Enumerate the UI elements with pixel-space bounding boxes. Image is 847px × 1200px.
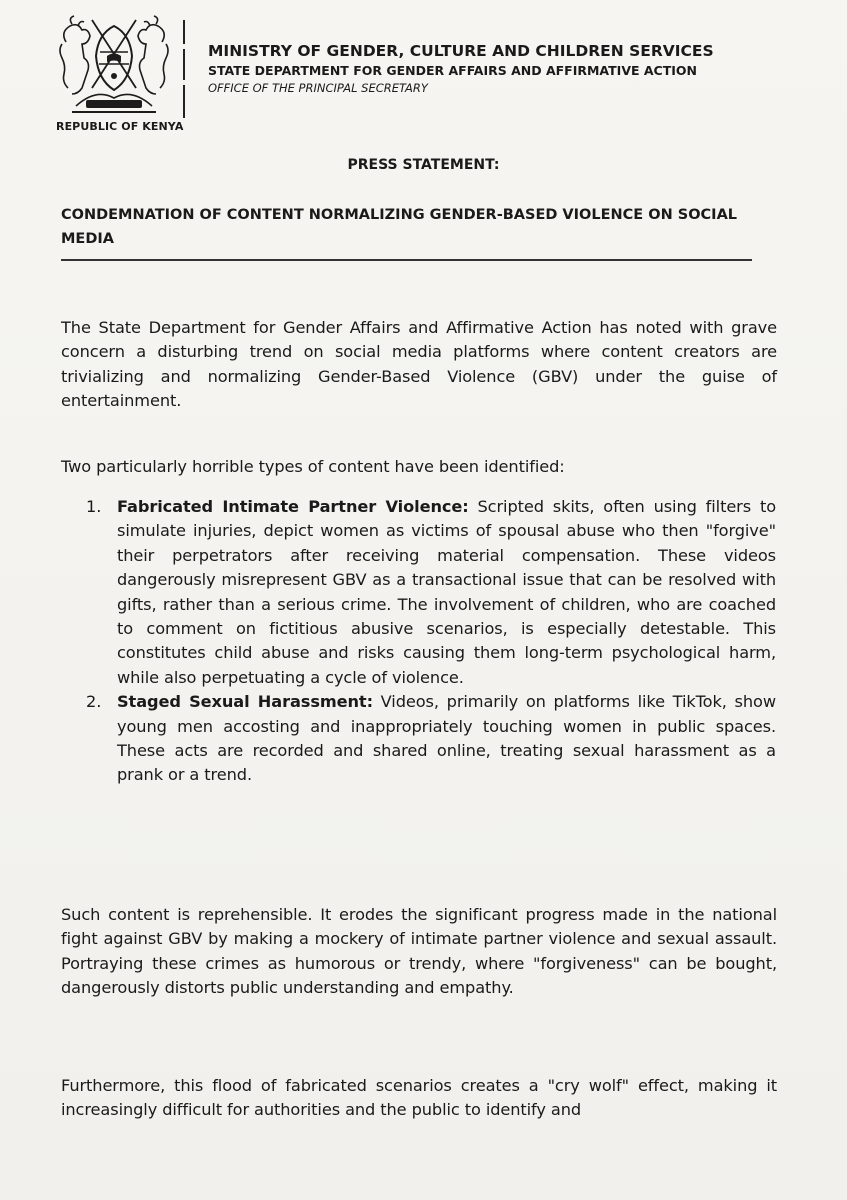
list-item <box>80 690 776 788</box>
paragraph-cry-wolf: Furthermore, this flood of fabricated scenarios creates a "cry wolf" effect, making it increasingly difficult for authorities and the public to identify and <box>61 1076 777 1120</box>
header-divider <box>183 20 185 118</box>
content-types-list <box>80 495 776 788</box>
ministry-name: MINISTRY OF GENDER, CULTURE AND CHILDREN SERVICES <box>208 42 714 60</box>
state-department-name: STATE DEPARTMENT FOR GENDER AFFAIRS AND AFFIRMATIVE ACTION <box>208 63 697 78</box>
headline-underline <box>61 259 752 261</box>
paragraph-types-intro: Two particularly horrible types of content have been identified: <box>61 457 565 476</box>
list-item-number: 2. <box>86 692 102 712</box>
paragraph-intro: The State Department for Gender Affairs and Affirmative Action has noted with grave concern a disturbing trend on social media platforms where content creators are trivializing and normalizing Gender-Based Violence (GBV) under the guise of entertainment. <box>61 318 777 411</box>
republic-of-kenya-label: REPUBLIC OF KENYA <box>56 120 184 133</box>
headline: CONDEMNATION OF CONTENT NORMALIZING GENDER-BASED VIOLENCE ON SOCIAL MEDIA <box>61 207 738 247</box>
office-name: OFFICE OF THE PRINCIPAL SECRETARY <box>208 81 428 95</box>
paragraph-reprehensible: Such content is reprehensible. It erodes the significant progress made in the national fight against GBV by making a mockery of intimate partner violence and sexual assault. Portraying these crimes as humorous or trendy, where "forgiveness" can be bought, dangerously distorts public understanding and empathy. <box>61 905 777 998</box>
coat-of-arms-emblem <box>52 14 176 120</box>
list-item-text: Videos, primarily on platforms like TikTok, show young men accosting and inappropriately touching women in public spaces. These acts are recorded and shared online, treating sexual harassment as a prank or a trend. <box>117 692 776 785</box>
press-statement-label: PRESS STATEMENT: <box>347 157 500 173</box>
list-item <box>80 495 776 690</box>
list-item-text: Scripted skits, often using filters to simulate injuries, depict women as victims of spousal abuse who then "forgive" their perpetrators after receiving material compensation. These videos dangerously misrepresent GBV as a transactional issue that can be resolved with gifts, rather than a serious crime. The involvement of children, who are coached to comment on fictitious abusive scenarios, is especially detestable. This constitutes child abuse and risks causing them long-term psychological harm, while also perpetuating a cycle of violence. <box>117 497 777 687</box>
list-item-heading: Staged Sexual Harassment: <box>117 692 373 712</box>
list-item-number: 1. <box>86 497 102 516</box>
list-item-heading: Fabricated Intimate Partner Violence: <box>117 497 469 516</box>
